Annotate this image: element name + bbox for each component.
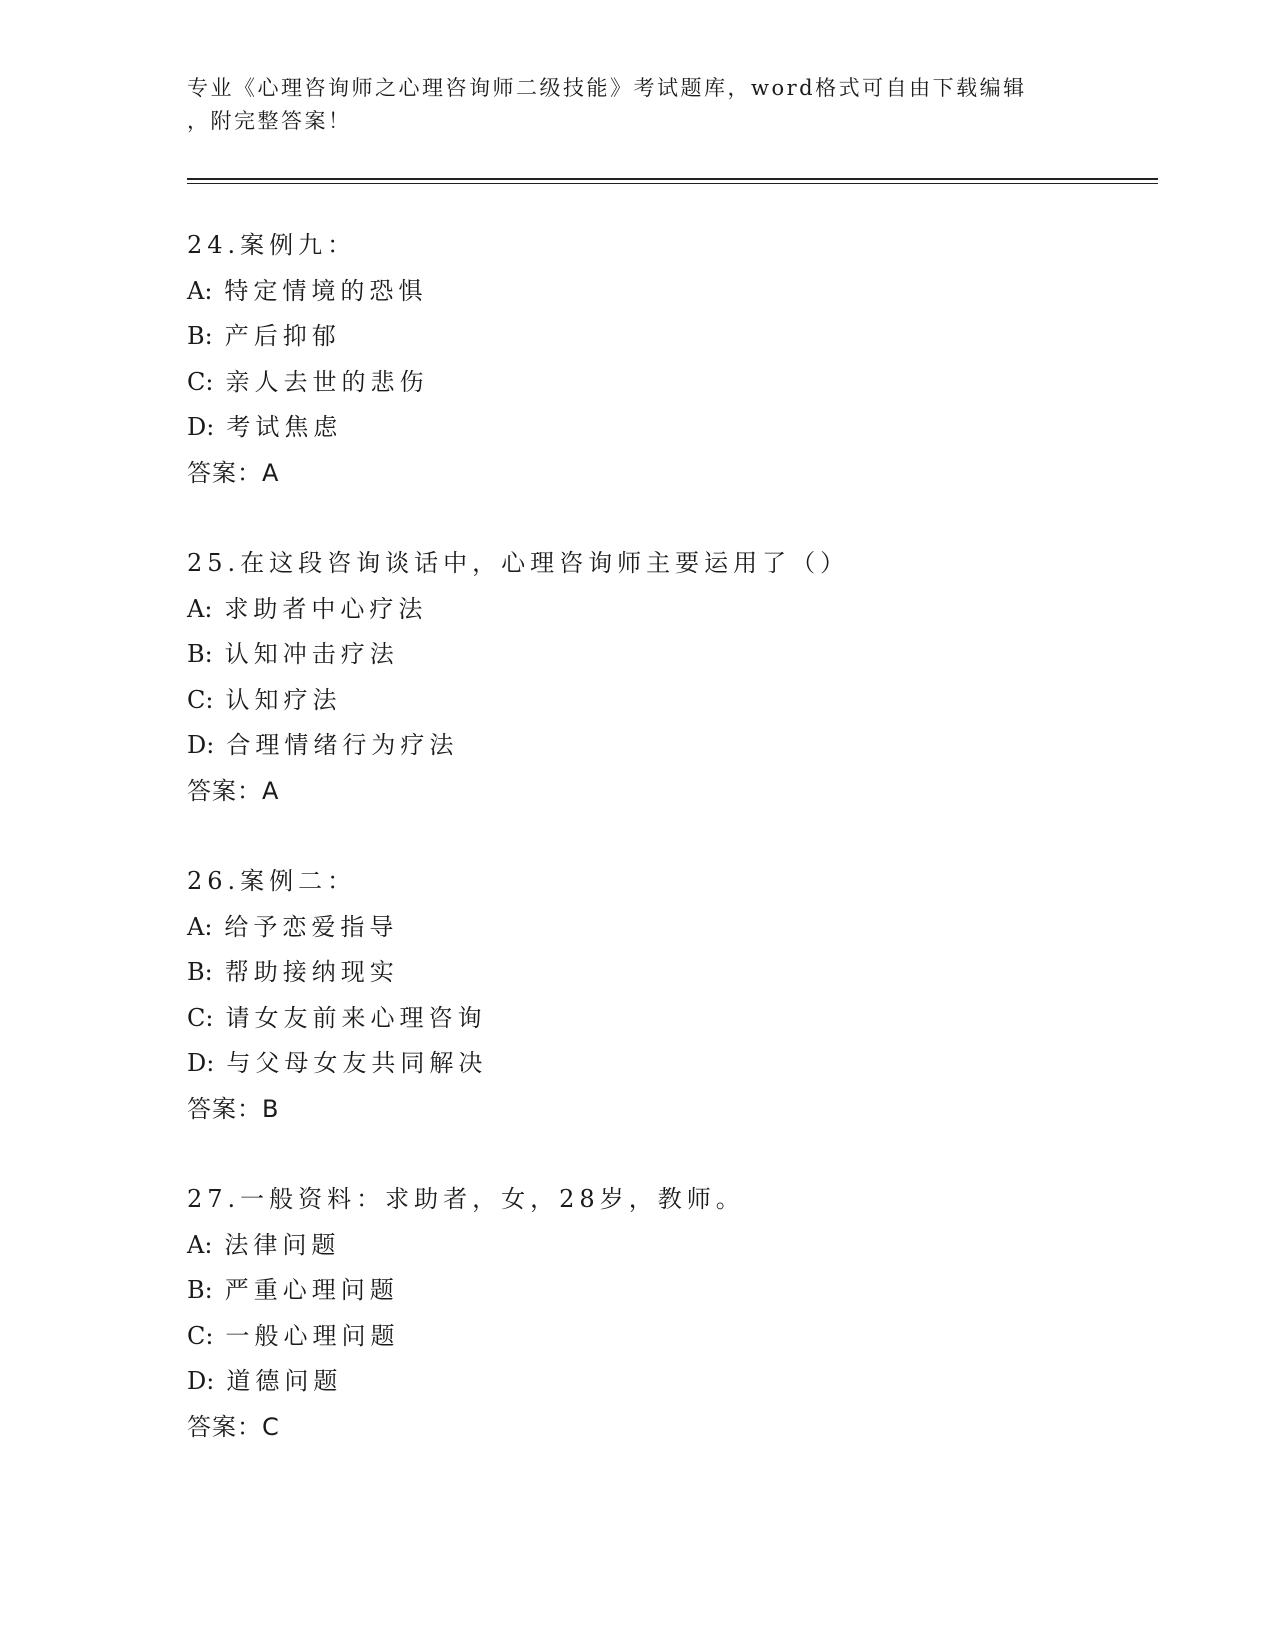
option-key: C: [187, 1321, 214, 1350]
option-text: 产后抑郁 [224, 322, 341, 351]
option-text: 求助者中心疗法 [224, 594, 428, 623]
header-line-1: 专业《心理咨询师之心理咨询师二级技能》考试题库，word格式可自由下载编辑 [187, 76, 1027, 100]
answer: 答案：A [187, 458, 280, 487]
question-25 [187, 541, 1167, 815]
option-text: 请女友前来心理咨询 [225, 1003, 487, 1032]
option-key: B: [187, 1276, 213, 1305]
option-text: 考试焦虑 [226, 413, 343, 442]
option-a [187, 1223, 1167, 1269]
option-text: 严重心理问题 [224, 1276, 399, 1305]
question-title: 24.案例九： [187, 231, 357, 259]
option-d [187, 1359, 1167, 1405]
option-text: 认知冲击疗法 [224, 640, 399, 669]
option-key: D: [187, 413, 215, 442]
option-a [187, 587, 1167, 633]
question-27 [187, 1177, 1167, 1451]
option-text: 特定情境的恐惧 [224, 276, 428, 305]
option-a [187, 905, 1167, 951]
header-divider-thick [187, 178, 1158, 180]
option-text: 亲人去世的悲伤 [225, 367, 429, 396]
option-key: A: [187, 1230, 213, 1259]
option-b [187, 314, 1167, 360]
option-key: D: [187, 731, 215, 760]
header-line-2: ，附完整答案！ [187, 109, 352, 133]
question-title: 26.案例二： [187, 867, 357, 895]
option-c [187, 678, 1167, 724]
option-text: 与父母女友共同解决 [226, 1049, 488, 1078]
document-header [187, 72, 1087, 138]
option-key: B: [187, 958, 213, 987]
option-key: D: [187, 1049, 215, 1078]
question-title: 25.在这段咨询谈话中，心理咨询师主要运用了（） [187, 549, 850, 577]
option-b [187, 1268, 1167, 1314]
option-key: C: [187, 685, 214, 714]
option-c [187, 996, 1167, 1042]
option-text: 道德问题 [226, 1367, 343, 1396]
option-d [187, 1041, 1167, 1087]
option-c [187, 360, 1167, 406]
option-d [187, 723, 1167, 769]
option-text: 一般心理问题 [225, 1321, 400, 1350]
option-key: B: [187, 322, 213, 351]
option-text: 给予恋爱指导 [224, 912, 399, 941]
option-c [187, 1314, 1167, 1360]
question-24 [187, 223, 1167, 497]
answer: 答案：B [187, 1094, 280, 1123]
option-text: 帮助接纳现实 [224, 958, 399, 987]
option-key: A: [187, 594, 213, 623]
option-text: 法律问题 [224, 1230, 341, 1259]
question-title: 27.一般资料：求助者，女，28岁，教师。 [187, 1185, 745, 1213]
answer: 答案：C [187, 1412, 280, 1441]
option-key: C: [187, 1003, 214, 1032]
option-b [187, 950, 1167, 996]
option-a [187, 269, 1167, 315]
question-26 [187, 859, 1167, 1133]
header-divider-thin [187, 183, 1158, 184]
option-key: A: [187, 276, 213, 305]
option-key: D: [187, 1367, 215, 1396]
option-b [187, 632, 1167, 678]
option-key: C: [187, 367, 214, 396]
option-key: B: [187, 640, 213, 669]
option-d [187, 405, 1167, 451]
option-text: 合理情绪行为疗法 [226, 731, 459, 760]
answer: 答案：A [187, 776, 280, 805]
option-text: 认知疗法 [225, 685, 342, 714]
option-key: A: [187, 912, 213, 941]
